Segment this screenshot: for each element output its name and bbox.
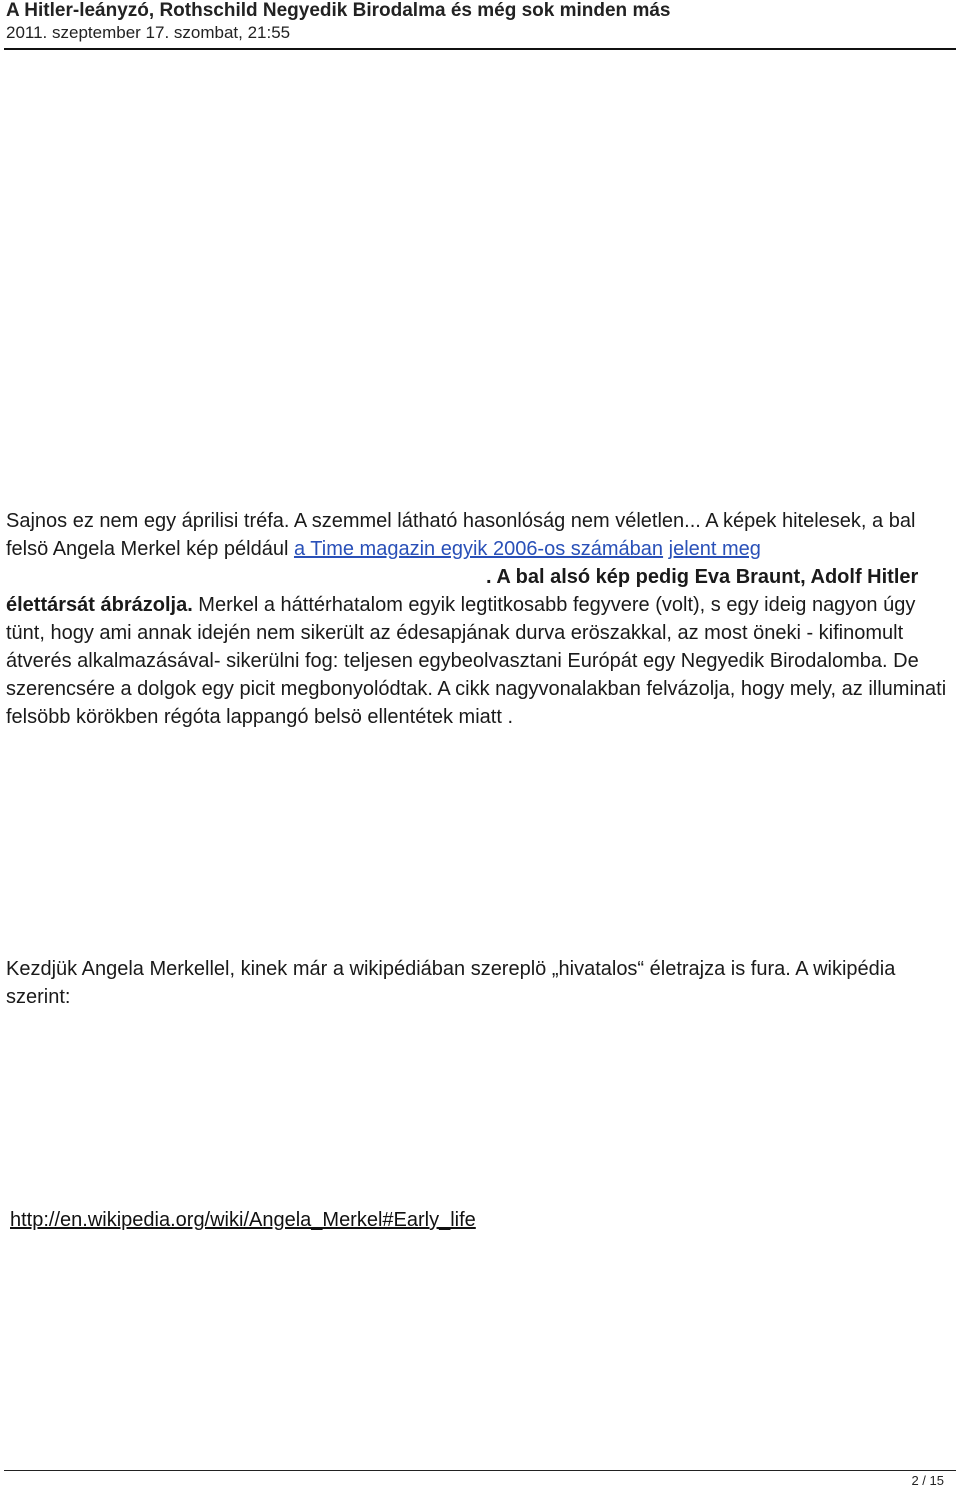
eva-braun-caption: . A bal alsó kép pedig Eva Braunt, Adolf Hitler élettársát ábrázolja.	[6, 566, 919, 616]
merkel-text: Merkel a háttérhatalom egyik legtitkosabb fegyvere (volt), s egy ideig nagyon úgy tünt, hogy ami annak idején nem sikerült az édesapjának durva eröszakkal, az most öneki - kifinomult átverés alkalmazásával- sikerülni fog: teljesen egybeolvasztani Európát egy Negyedik Birodalomba. De szerencsére a dolgok egy picit megbonyolódtak. A cikk nagyvonalakban felvázolja, hogy mely, az illuminati felsöbb körökben régóta lappangó belsö ellentétek miatt .	[6, 594, 947, 728]
wikipedia-link-paragraph	[10, 1206, 960, 1234]
intro-paragraph	[6, 507, 956, 731]
header-divider	[4, 48, 956, 50]
article-date: 2011. szeptember 17. szombat, 21:55	[6, 23, 291, 42]
wikipedia-link[interactable]: http://en.wikipedia.org/wiki/Angela_Merkel#Early_life	[10, 1209, 476, 1231]
time-magazine-link[interactable]: a Time magazin egyik 2006-os számában	[293, 538, 664, 560]
footer-divider	[4, 1470, 956, 1471]
intro-text: Sajnos ez nem egy áprilisi tréfa. A szemmel látható hasonlóság nem véletlen... A képek hitelesek, a bal felsö Angela Merkel kép például	[6, 510, 916, 560]
published-link[interactable]: jelent meg	[668, 538, 761, 560]
page-number: 2 / 15	[911, 1473, 944, 1488]
wikipedia-paragraph: Kezdjük Angela Merkellel, kinek már a wikipédiában szereplö „hivatalos“ életrajza is fura. A wikipédia szerint:	[6, 958, 896, 1008]
article-title: A Hitler-leányzó, Rothschild Negyedik Birodalma és még sok minden más	[6, 0, 671, 21]
